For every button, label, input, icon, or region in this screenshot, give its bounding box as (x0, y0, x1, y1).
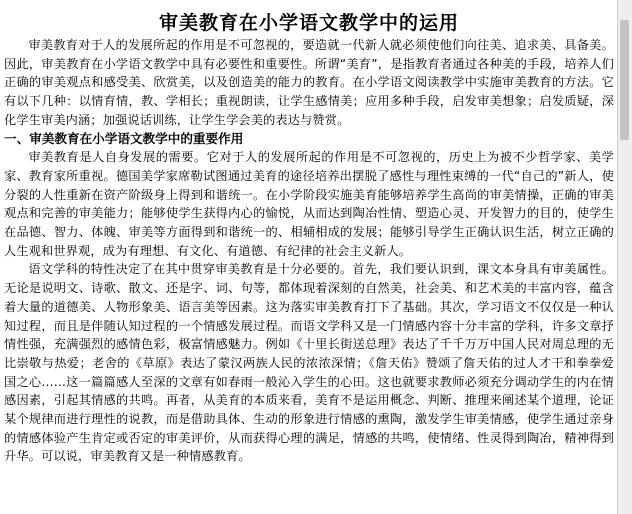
scrollbar-thumb[interactable] (620, 20, 629, 140)
section-paragraph: 审美教育是人自身发展的需要。它对于人的发展所起的作用是不可忽视的，历史上为被不少哲学家、美学家、教育家所重视。德国美学家席勒试图通过美育的途径培养出摆脱了感性与理性束缚的一代“自己的”新人，使分裂的人性重新在资产阶级身上得到和谐统一。在小学阶段实施美育能够培养学生高尚的审美情操，正确的审美观点和完善的审美能力；能够使学生获得内心的愉悦，从而达到陶冶性情、塑造心灵、开发智力的目的，使学生在品德、智力、体魄、审美等方面得到和谐统一的、相辅相成的发展；能够引导学生正确认识生活，树立正确的人生观和世界观，成为有理想、有文化、有道德、有纪律的社会主义新人。 (4, 150, 614, 258)
vertical-scrollbar[interactable] (617, 0, 632, 514)
intro-paragraph: 审美教育对于人的发展所起的作用是不可忽视的，要造就一代新人就必须使他们向往美、追求美、具备美。因此，审美教育在小学语文教学中具有必要性和重要性。所谓“美育”，是指教育者通过各种美的手段，培养人们正确的审美观点和感受美、欣赏美，以及创造美的能力的教育。在小学语文阅读教学中实施审美教育的方法。它有以下几种：以情育情，教、学相长；重视朗读，让学生感情美；应用多种手段，启发审美想象；启发质疑，深化学生审美内涵；加强说话训练，让学生学会美的表达与赞赏。 (4, 38, 614, 127)
section-paragraph: 语文学科的特性决定了在其中贯穿审美教育是十分必要的。首先，我们要认识到，课文本身具有审美属性。无论是说明文、诗歌、散文、还是字、词、句等，都体现着深刻的自然美，社会美、和艺术美的丰富内容，蕴含着大量的道德美、人物形象美、语言美等因素。这为落实审美教育打下了基础。其次，学习语文不仅仅是一种认知过程，而且是伴随认知过程的一个情感发展过程。而语文学科又是一门情感内容十分丰富的学科，许多文章抒情性强，充满强烈的感情色彩，极富情感魅力。例如《十里长街送总理》表达了千千万万中国人民对周总理的无比崇敬与热爱；老舍的《草原》表达了蒙汉两族人民的浓浓深情；《詹天佑》赞颂了詹天佑的过人才干和拳拳爱国之心……这一篇篇感人至深的文章有如春雨一般沁入学生的心田。这也就要求教师必须充分调动学生的内在情感因素，引起其情感的共鸣。再者，从美育的本质来看，美育不是运用概念、判断、推理来阐述某个道理，论证某个规律而进行理性的说教，而是借助具体、生动的形象进行情感的熏陶，激发学生审美情感，使学生通过亲身的情感体验产生肯定或否定的审美评价，从而获得心理的满足，情感的共鸣，使情绪、性灵得到陶冶，精神得到升华。可以说，审美教育又是一种情感教育。 (4, 262, 614, 464)
document-title: 审美教育在小学语文教学中的运用 (158, 12, 459, 34)
section-heading: 一、审美教育在小学语文教学中的重要作用 (4, 130, 244, 146)
document-page (4, 4, 614, 510)
